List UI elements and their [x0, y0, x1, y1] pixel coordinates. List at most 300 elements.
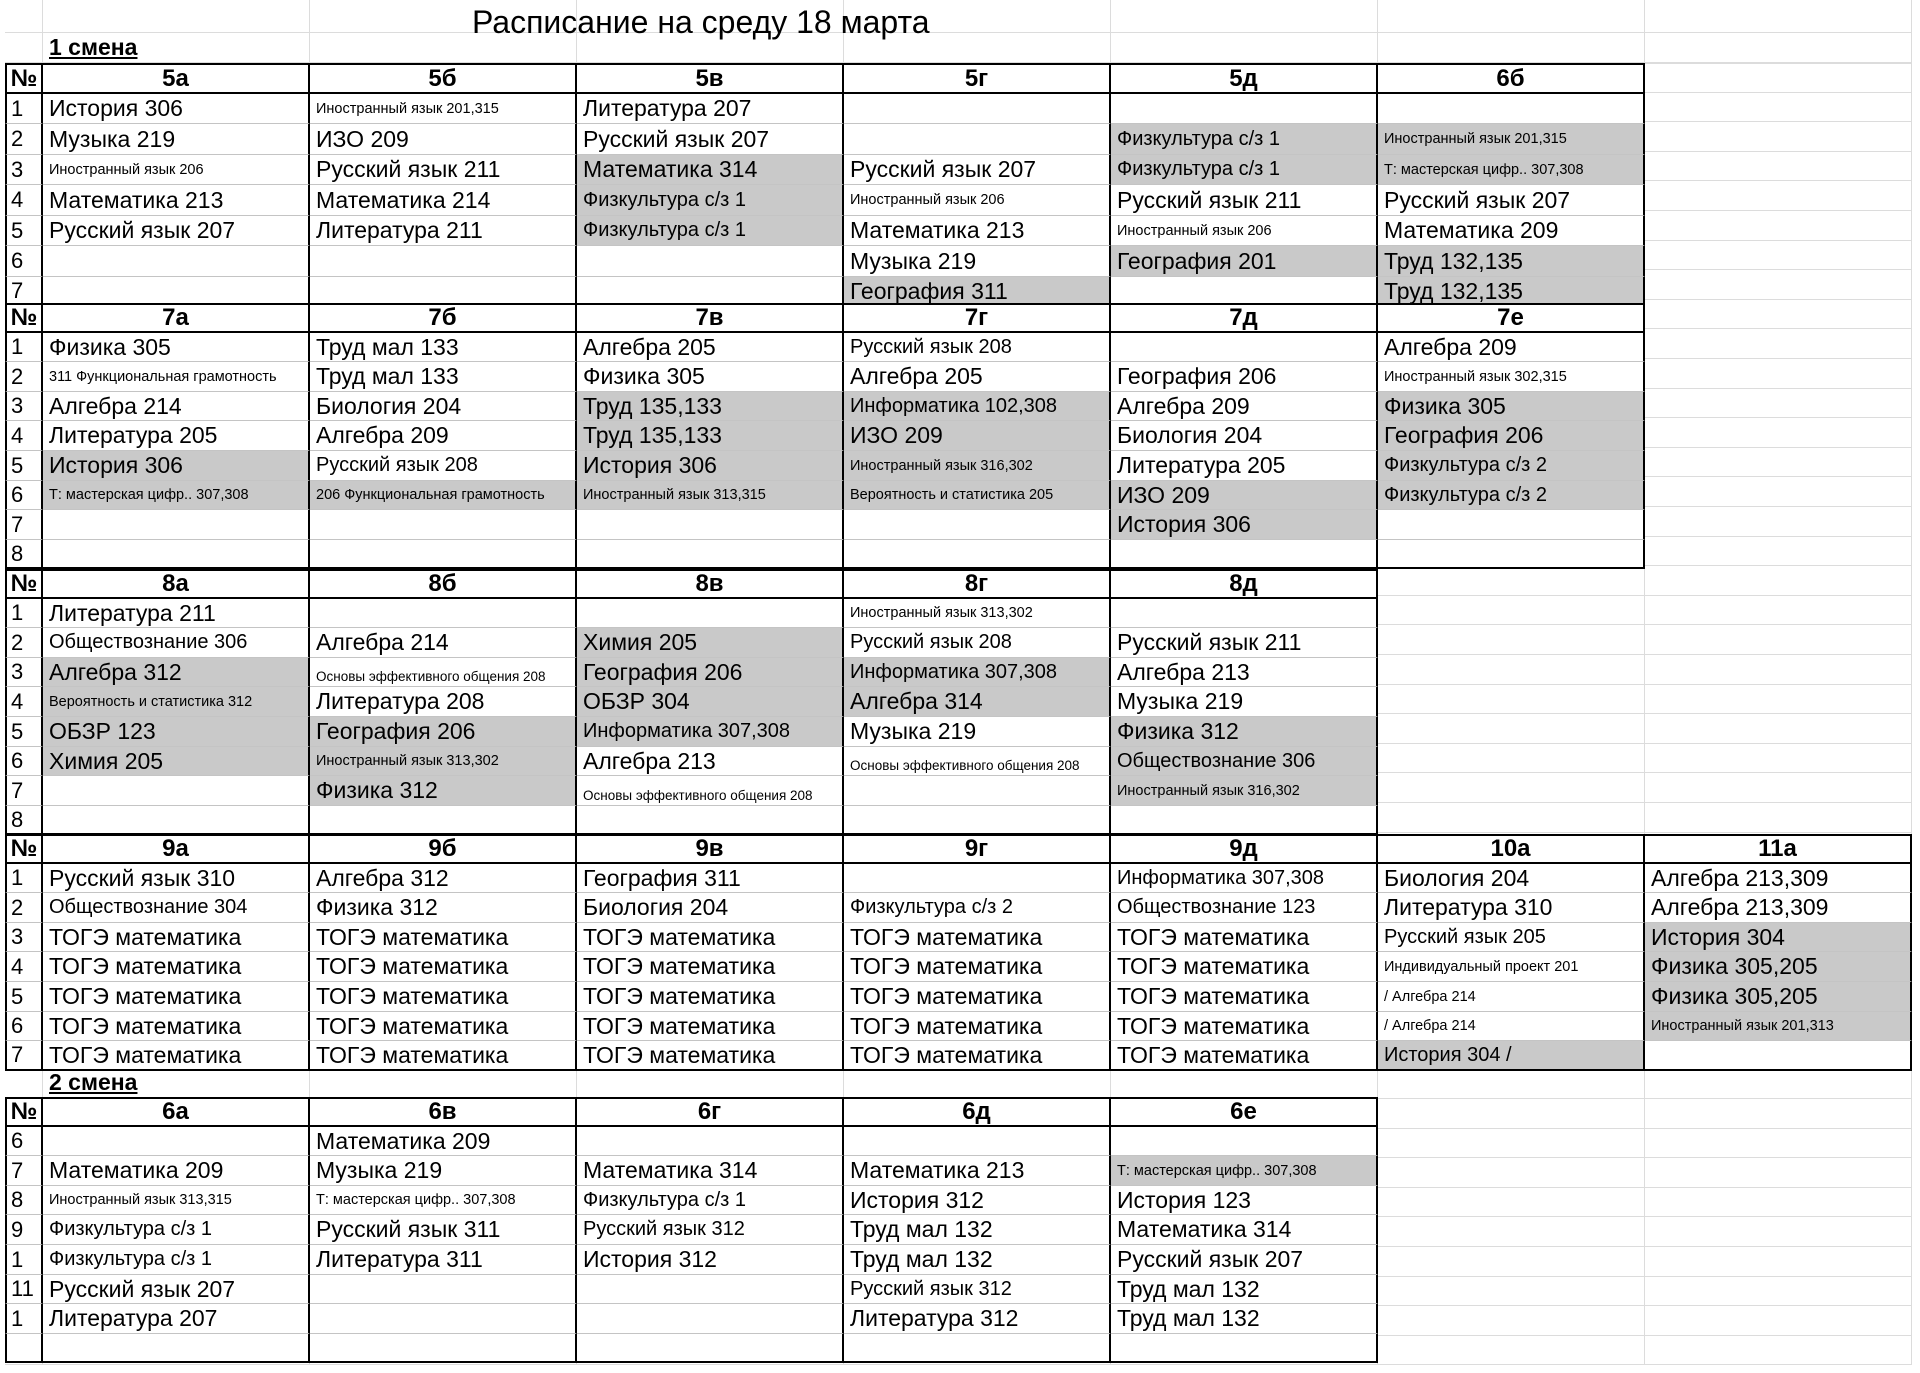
lesson-cell[interactable]	[43, 1012, 310, 1041]
class-header-cell[interactable]	[1111, 303, 1378, 333]
lesson-cell[interactable]	[43, 540, 310, 569]
lesson-cell[interactable]	[310, 923, 577, 952]
lesson-number-cell[interactable]	[5, 658, 43, 687]
lesson-cell[interactable]	[1378, 124, 1645, 155]
class-header-cell[interactable]	[1111, 63, 1378, 94]
lesson-number-cell[interactable]	[5, 1245, 43, 1275]
lesson-number-cell[interactable]	[5, 717, 43, 747]
class-header-cell[interactable]	[844, 63, 1111, 94]
lesson-cell[interactable]	[1111, 510, 1378, 540]
lesson-cell[interactable]	[844, 481, 1111, 510]
lesson-cell[interactable]	[844, 806, 1111, 835]
lesson-cell[interactable]	[1378, 510, 1645, 540]
lesson-number-cell[interactable]	[5, 923, 43, 952]
lesson-cell[interactable]	[310, 362, 577, 392]
lesson-cell[interactable]	[1378, 362, 1645, 392]
lesson-cell[interactable]	[1645, 864, 1912, 893]
lesson-cell[interactable]	[844, 1304, 1111, 1334]
lesson-cell[interactable]	[1378, 923, 1645, 952]
lesson-cell[interactable]	[43, 1304, 310, 1334]
lesson-number-cell[interactable]	[5, 1304, 43, 1334]
class-header-cell[interactable]	[310, 63, 577, 94]
lesson-number-cell[interactable]	[5, 864, 43, 893]
lesson-cell[interactable]	[43, 392, 310, 421]
lesson-cell[interactable]	[577, 864, 844, 893]
lesson-cell[interactable]	[577, 599, 844, 628]
lesson-cell[interactable]	[577, 1304, 844, 1334]
lesson-number-cell[interactable]	[5, 952, 43, 982]
lesson-cell[interactable]	[844, 1186, 1111, 1215]
lesson-cell[interactable]	[310, 628, 577, 658]
lesson-number-cell[interactable]	[5, 1127, 43, 1156]
grid-cell	[1645, 181, 1912, 211]
lesson-cell[interactable]	[310, 1334, 577, 1363]
class-header-cell[interactable]	[1378, 303, 1645, 333]
lesson-cell[interactable]	[844, 658, 1111, 687]
lesson-cell[interactable]	[844, 155, 1111, 185]
lesson-cell[interactable]	[43, 599, 310, 628]
lesson-cell[interactable]	[43, 893, 310, 923]
lesson-number-cell[interactable]	[5, 1012, 43, 1041]
lesson-cell[interactable]	[1111, 1334, 1378, 1363]
lesson-cell[interactable]	[577, 540, 844, 569]
lesson-cell[interactable]	[1111, 806, 1378, 835]
lesson-cell[interactable]	[844, 687, 1111, 717]
lesson-cell[interactable]	[310, 185, 577, 216]
lesson-text: Иностранный язык 316,302	[850, 457, 1033, 474]
shift-2-label: 2 смена	[49, 1069, 138, 1095]
lesson-cell[interactable]	[1111, 481, 1378, 510]
lesson-cell[interactable]	[1645, 923, 1912, 952]
lesson-cell[interactable]	[43, 246, 310, 277]
lesson-cell[interactable]	[1111, 216, 1378, 246]
lesson-cell[interactable]	[1111, 776, 1378, 806]
lesson-cell[interactable]	[1111, 155, 1378, 185]
lesson-cell[interactable]	[1378, 155, 1645, 185]
lesson-cell[interactable]	[844, 1275, 1111, 1304]
lesson-cell[interactable]	[310, 1215, 577, 1245]
lesson-cell[interactable]	[1111, 1304, 1378, 1334]
lesson-cell[interactable]	[43, 451, 310, 481]
lesson-cell[interactable]	[310, 687, 577, 717]
lesson-cell[interactable]	[844, 421, 1111, 451]
lesson-number-cell[interactable]	[5, 776, 43, 806]
lesson-cell[interactable]	[844, 628, 1111, 658]
lesson-cell[interactable]	[310, 893, 577, 923]
lesson-cell[interactable]	[310, 1186, 577, 1215]
lesson-cell[interactable]	[310, 1245, 577, 1275]
lesson-cell[interactable]	[844, 246, 1111, 277]
lesson-cell[interactable]	[43, 806, 310, 835]
lesson-cell[interactable]	[577, 124, 844, 155]
lesson-cell[interactable]	[43, 1186, 310, 1215]
lesson-cell[interactable]	[43, 717, 310, 747]
lesson-cell[interactable]	[844, 362, 1111, 392]
lesson-cell[interactable]	[577, 510, 844, 540]
lesson-cell[interactable]	[1111, 687, 1378, 717]
grid-cell	[1378, 1099, 1645, 1129]
lesson-cell[interactable]	[43, 658, 310, 687]
lesson-cell[interactable]	[1111, 362, 1378, 392]
lesson-number-cell[interactable]	[5, 806, 43, 835]
lesson-cell[interactable]	[577, 628, 844, 658]
lesson-cell[interactable]	[43, 1215, 310, 1245]
lesson-cell[interactable]	[310, 481, 577, 510]
lesson-cell[interactable]	[577, 658, 844, 687]
lesson-cell[interactable]	[1111, 747, 1378, 776]
lesson-cell[interactable]	[43, 1127, 310, 1156]
lesson-cell[interactable]	[1111, 1127, 1378, 1156]
lesson-cell[interactable]	[1111, 451, 1378, 481]
lesson-number-cell[interactable]	[5, 94, 43, 124]
lesson-number-cell[interactable]	[5, 392, 43, 421]
lesson-cell[interactable]	[577, 952, 844, 982]
lesson-cell[interactable]	[310, 540, 577, 569]
lesson-number-cell[interactable]	[5, 155, 43, 185]
lesson-cell[interactable]	[844, 1245, 1111, 1275]
lesson-cell[interactable]	[310, 1012, 577, 1041]
lesson-cell[interactable]	[844, 1041, 1111, 1071]
lesson-cell[interactable]	[844, 864, 1111, 893]
lesson-cell[interactable]	[43, 1245, 310, 1275]
lesson-cell[interactable]	[43, 155, 310, 185]
lesson-cell[interactable]	[1378, 864, 1645, 893]
lesson-number-cell[interactable]	[5, 1041, 43, 1071]
lesson-text: География 311	[850, 277, 1008, 304]
class-header-cell[interactable]	[1111, 1097, 1378, 1127]
lesson-cell[interactable]	[310, 982, 577, 1012]
lesson-cell[interactable]	[310, 421, 577, 451]
lesson-number-cell[interactable]	[5, 747, 43, 776]
lesson-cell[interactable]	[310, 1275, 577, 1304]
lesson-cell[interactable]	[577, 392, 844, 421]
lesson-cell[interactable]	[577, 687, 844, 717]
lesson-cell[interactable]	[1645, 982, 1912, 1012]
lesson-cell[interactable]	[577, 1041, 844, 1071]
lesson-cell[interactable]	[1111, 1215, 1378, 1245]
lesson-cell[interactable]	[310, 333, 577, 362]
lesson-cell[interactable]	[577, 982, 844, 1012]
lesson-cell[interactable]	[1378, 392, 1645, 421]
lesson-cell[interactable]	[844, 1127, 1111, 1156]
lesson-cell[interactable]	[1111, 952, 1378, 982]
class-header-cell[interactable]	[577, 834, 844, 864]
lesson-cell[interactable]	[577, 717, 844, 747]
lesson-number-cell[interactable]	[5, 540, 43, 569]
lesson-cell[interactable]	[310, 599, 577, 628]
lesson-cell[interactable]	[1645, 952, 1912, 982]
lesson-cell[interactable]	[1111, 540, 1378, 569]
lesson-cell[interactable]	[1111, 1245, 1378, 1275]
class-header-cell[interactable]	[1378, 63, 1645, 94]
lesson-cell[interactable]	[577, 1334, 844, 1363]
lesson-cell[interactable]	[844, 540, 1111, 569]
lesson-number: 3	[11, 659, 24, 684]
lesson-cell[interactable]	[844, 599, 1111, 628]
lesson-cell[interactable]	[844, 392, 1111, 421]
lesson-number-cell[interactable]	[5, 1215, 43, 1245]
class-header-cell[interactable]	[577, 1097, 844, 1127]
lesson-number-cell[interactable]	[5, 481, 43, 510]
lesson-cell[interactable]	[43, 124, 310, 155]
lesson-cell[interactable]	[310, 155, 577, 185]
lesson-cell[interactable]	[844, 923, 1111, 952]
lesson-cell[interactable]	[43, 864, 310, 893]
lesson-cell[interactable]	[1111, 1156, 1378, 1186]
class-header-cell[interactable]	[1645, 834, 1912, 864]
lesson-cell[interactable]	[1645, 1041, 1912, 1071]
lesson-cell[interactable]	[43, 952, 310, 982]
lesson-cell[interactable]	[1111, 392, 1378, 421]
lesson-cell[interactable]	[577, 806, 844, 835]
lesson-cell[interactable]	[43, 1041, 310, 1071]
lesson-number-cell[interactable]	[5, 246, 43, 277]
lesson-cell[interactable]	[43, 481, 310, 510]
lesson-number-cell[interactable]	[5, 510, 43, 540]
lesson-cell[interactable]	[310, 864, 577, 893]
lesson-cell[interactable]	[577, 216, 844, 246]
lesson-cell[interactable]	[1645, 893, 1912, 923]
lesson-cell[interactable]	[577, 421, 844, 451]
header-number-cell[interactable]	[5, 1097, 43, 1127]
lesson-cell[interactable]	[844, 717, 1111, 747]
lesson-cell[interactable]	[844, 893, 1111, 923]
lesson-cell[interactable]	[1111, 1041, 1378, 1071]
class-header-cell[interactable]	[43, 1097, 310, 1127]
lesson-cell[interactable]	[310, 451, 577, 481]
class-header-cell[interactable]	[1378, 834, 1645, 864]
header-number-cell[interactable]	[5, 303, 43, 333]
lesson-cell[interactable]	[1378, 246, 1645, 277]
lesson-text: ТОГЭ математика	[1117, 953, 1310, 979]
lesson-number-cell[interactable]	[5, 1334, 43, 1363]
lesson-cell[interactable]	[310, 952, 577, 982]
lesson-cell[interactable]	[43, 333, 310, 362]
lesson-cell[interactable]	[43, 185, 310, 216]
lesson-cell[interactable]	[43, 923, 310, 952]
lesson-cell[interactable]	[1111, 185, 1378, 216]
lesson-cell[interactable]	[310, 1304, 577, 1334]
lesson-cell[interactable]	[577, 923, 844, 952]
lesson-cell[interactable]	[310, 776, 577, 806]
class-header-cell[interactable]	[844, 569, 1111, 599]
lesson-number: 1	[11, 600, 24, 625]
lesson-number-cell[interactable]	[5, 451, 43, 481]
lesson-cell[interactable]	[1378, 1012, 1645, 1041]
lesson-number-cell[interactable]	[5, 599, 43, 628]
lesson-cell[interactable]	[1111, 599, 1378, 628]
lesson-cell[interactable]	[310, 246, 577, 277]
lesson-cell[interactable]	[577, 94, 844, 124]
lesson-cell[interactable]	[43, 1156, 310, 1186]
lesson-cell[interactable]	[310, 216, 577, 246]
class-header-cell[interactable]	[310, 834, 577, 864]
lesson-number-cell[interactable]	[5, 421, 43, 451]
class-header-cell[interactable]	[844, 834, 1111, 864]
lesson-cell[interactable]	[844, 94, 1111, 124]
lesson-cell[interactable]	[577, 1156, 844, 1186]
lesson-cell[interactable]	[1378, 540, 1645, 569]
lesson-number-cell[interactable]	[5, 893, 43, 923]
lesson-cell[interactable]	[844, 1012, 1111, 1041]
class-header-cell[interactable]	[1111, 834, 1378, 864]
lesson-cell[interactable]	[43, 510, 310, 540]
lesson-cell[interactable]	[43, 747, 310, 776]
class-header-cell[interactable]	[310, 303, 577, 333]
grid-cell	[1378, 566, 1645, 596]
lesson-cell[interactable]	[1111, 246, 1378, 277]
lesson-cell[interactable]	[310, 510, 577, 540]
lesson-cell[interactable]	[1111, 893, 1378, 923]
lesson-number-cell[interactable]	[5, 628, 43, 658]
class-header-cell[interactable]	[310, 569, 577, 599]
lesson-cell[interactable]	[43, 628, 310, 658]
lesson-cell[interactable]	[310, 806, 577, 835]
lesson-cell[interactable]	[577, 1245, 844, 1275]
lesson-number-cell[interactable]	[5, 1186, 43, 1215]
lesson-number-cell[interactable]	[5, 124, 43, 155]
class-header-cell[interactable]	[43, 834, 310, 864]
lesson-cell[interactable]	[310, 94, 577, 124]
lesson-number-cell[interactable]	[5, 362, 43, 392]
header-number-cell[interactable]	[5, 569, 43, 599]
lesson-cell[interactable]	[844, 216, 1111, 246]
lesson-cell[interactable]	[1111, 923, 1378, 952]
lesson-number-cell[interactable]	[5, 982, 43, 1012]
lesson-number-cell[interactable]	[5, 185, 43, 216]
lesson-cell[interactable]	[844, 982, 1111, 1012]
lesson-cell[interactable]	[577, 1275, 844, 1304]
lesson-cell[interactable]	[1378, 333, 1645, 362]
class-header-cell[interactable]	[577, 303, 844, 333]
lesson-cell[interactable]	[844, 747, 1111, 776]
header-number-cell[interactable]	[5, 63, 43, 94]
class-header-cell[interactable]	[43, 569, 310, 599]
header-number-cell[interactable]	[5, 834, 43, 864]
lesson-cell[interactable]	[577, 1215, 844, 1245]
lesson-cell[interactable]	[844, 510, 1111, 540]
lesson-cell[interactable]	[577, 155, 844, 185]
lesson-text: Биология 204	[583, 894, 729, 920]
lesson-cell[interactable]	[1378, 94, 1645, 124]
class-header-cell[interactable]	[844, 1097, 1111, 1127]
lesson-cell[interactable]	[1378, 421, 1645, 451]
lesson-cell[interactable]	[43, 1334, 310, 1363]
lesson-number-cell[interactable]	[5, 1156, 43, 1186]
lesson-cell[interactable]	[577, 1127, 844, 1156]
lesson-cell[interactable]	[577, 333, 844, 362]
lesson-cell[interactable]	[577, 1012, 844, 1041]
lesson-text: Труд мал 132	[1117, 1305, 1260, 1331]
lesson-cell[interactable]	[1111, 333, 1378, 362]
lesson-cell[interactable]	[43, 687, 310, 717]
lesson-cell[interactable]	[1378, 216, 1645, 246]
lesson-cell[interactable]	[43, 216, 310, 246]
lesson-cell[interactable]	[844, 776, 1111, 806]
lesson-cell[interactable]	[844, 185, 1111, 216]
lesson-cell[interactable]	[1111, 1275, 1378, 1304]
class-header-cell[interactable]	[844, 303, 1111, 333]
lesson-cell[interactable]	[577, 893, 844, 923]
lesson-cell[interactable]	[577, 362, 844, 392]
lesson-cell[interactable]	[1111, 717, 1378, 747]
lesson-cell[interactable]	[1111, 628, 1378, 658]
lesson-cell[interactable]	[577, 776, 844, 806]
lesson-cell[interactable]	[844, 451, 1111, 481]
lesson-text: Русский язык 312	[583, 1218, 745, 1240]
lesson-number-cell[interactable]	[5, 687, 43, 717]
lesson-cell[interactable]	[577, 185, 844, 216]
lesson-cell[interactable]	[577, 481, 844, 510]
lesson-cell[interactable]	[844, 1215, 1111, 1245]
lesson-cell[interactable]	[1378, 451, 1645, 481]
lesson-cell[interactable]	[1111, 1012, 1378, 1041]
lesson-cell[interactable]	[310, 1041, 577, 1071]
lesson-cell[interactable]	[1111, 658, 1378, 687]
lesson-cell[interactable]	[844, 1156, 1111, 1186]
lesson-cell[interactable]	[1111, 94, 1378, 124]
class-header-cell[interactable]	[577, 569, 844, 599]
lesson-cell[interactable]	[310, 124, 577, 155]
lesson-number-cell[interactable]	[5, 333, 43, 362]
class-header-cell[interactable]	[577, 63, 844, 94]
lesson-cell[interactable]	[1111, 864, 1378, 893]
lesson-cell[interactable]	[577, 451, 844, 481]
grid-cell	[1378, 1158, 1645, 1188]
lesson-number-cell[interactable]	[5, 1275, 43, 1304]
lesson-cell[interactable]	[1111, 421, 1378, 451]
class-header-cell[interactable]	[1111, 569, 1378, 599]
lesson-cell[interactable]	[844, 952, 1111, 982]
lesson-cell[interactable]	[844, 1334, 1111, 1363]
lesson-cell[interactable]	[1645, 1012, 1912, 1041]
lesson-text: Т: мастерская цифр.. 307,308	[49, 487, 249, 503]
lesson-cell[interactable]	[43, 982, 310, 1012]
class-header-cell[interactable]	[310, 1097, 577, 1127]
class-header-cell[interactable]	[43, 63, 310, 94]
lesson-cell[interactable]	[310, 392, 577, 421]
lesson-cell[interactable]	[1378, 952, 1645, 982]
lesson-cell[interactable]	[1111, 1186, 1378, 1215]
lesson-cell[interactable]	[310, 1127, 577, 1156]
lesson-cell[interactable]	[1111, 124, 1378, 155]
lesson-cell[interactable]	[43, 776, 310, 806]
lesson-cell[interactable]	[310, 1156, 577, 1186]
class-header-cell[interactable]	[43, 303, 310, 333]
lesson-cell[interactable]	[844, 333, 1111, 362]
lesson-cell[interactable]	[43, 421, 310, 451]
lesson-cell[interactable]	[310, 747, 577, 776]
lesson-cell[interactable]	[310, 658, 577, 687]
lesson-text: Физика 312	[1117, 718, 1239, 744]
grid-cell	[577, 1069, 844, 1099]
lesson-cell[interactable]	[1378, 893, 1645, 923]
lesson-cell[interactable]	[577, 1186, 844, 1215]
lesson-cell[interactable]	[1378, 1041, 1645, 1071]
lesson-cell[interactable]	[577, 747, 844, 776]
lesson-cell[interactable]	[1111, 982, 1378, 1012]
lesson-cell[interactable]	[1378, 185, 1645, 216]
lesson-cell[interactable]	[1378, 481, 1645, 510]
lesson-cell[interactable]	[43, 362, 310, 392]
lesson-cell[interactable]	[43, 1275, 310, 1304]
lesson-cell[interactable]	[844, 124, 1111, 155]
lesson-cell[interactable]	[577, 246, 844, 277]
lesson-cell[interactable]	[43, 94, 310, 124]
lesson-cell[interactable]	[1378, 982, 1645, 1012]
lesson-cell[interactable]	[310, 717, 577, 747]
lesson-number-cell[interactable]	[5, 216, 43, 246]
